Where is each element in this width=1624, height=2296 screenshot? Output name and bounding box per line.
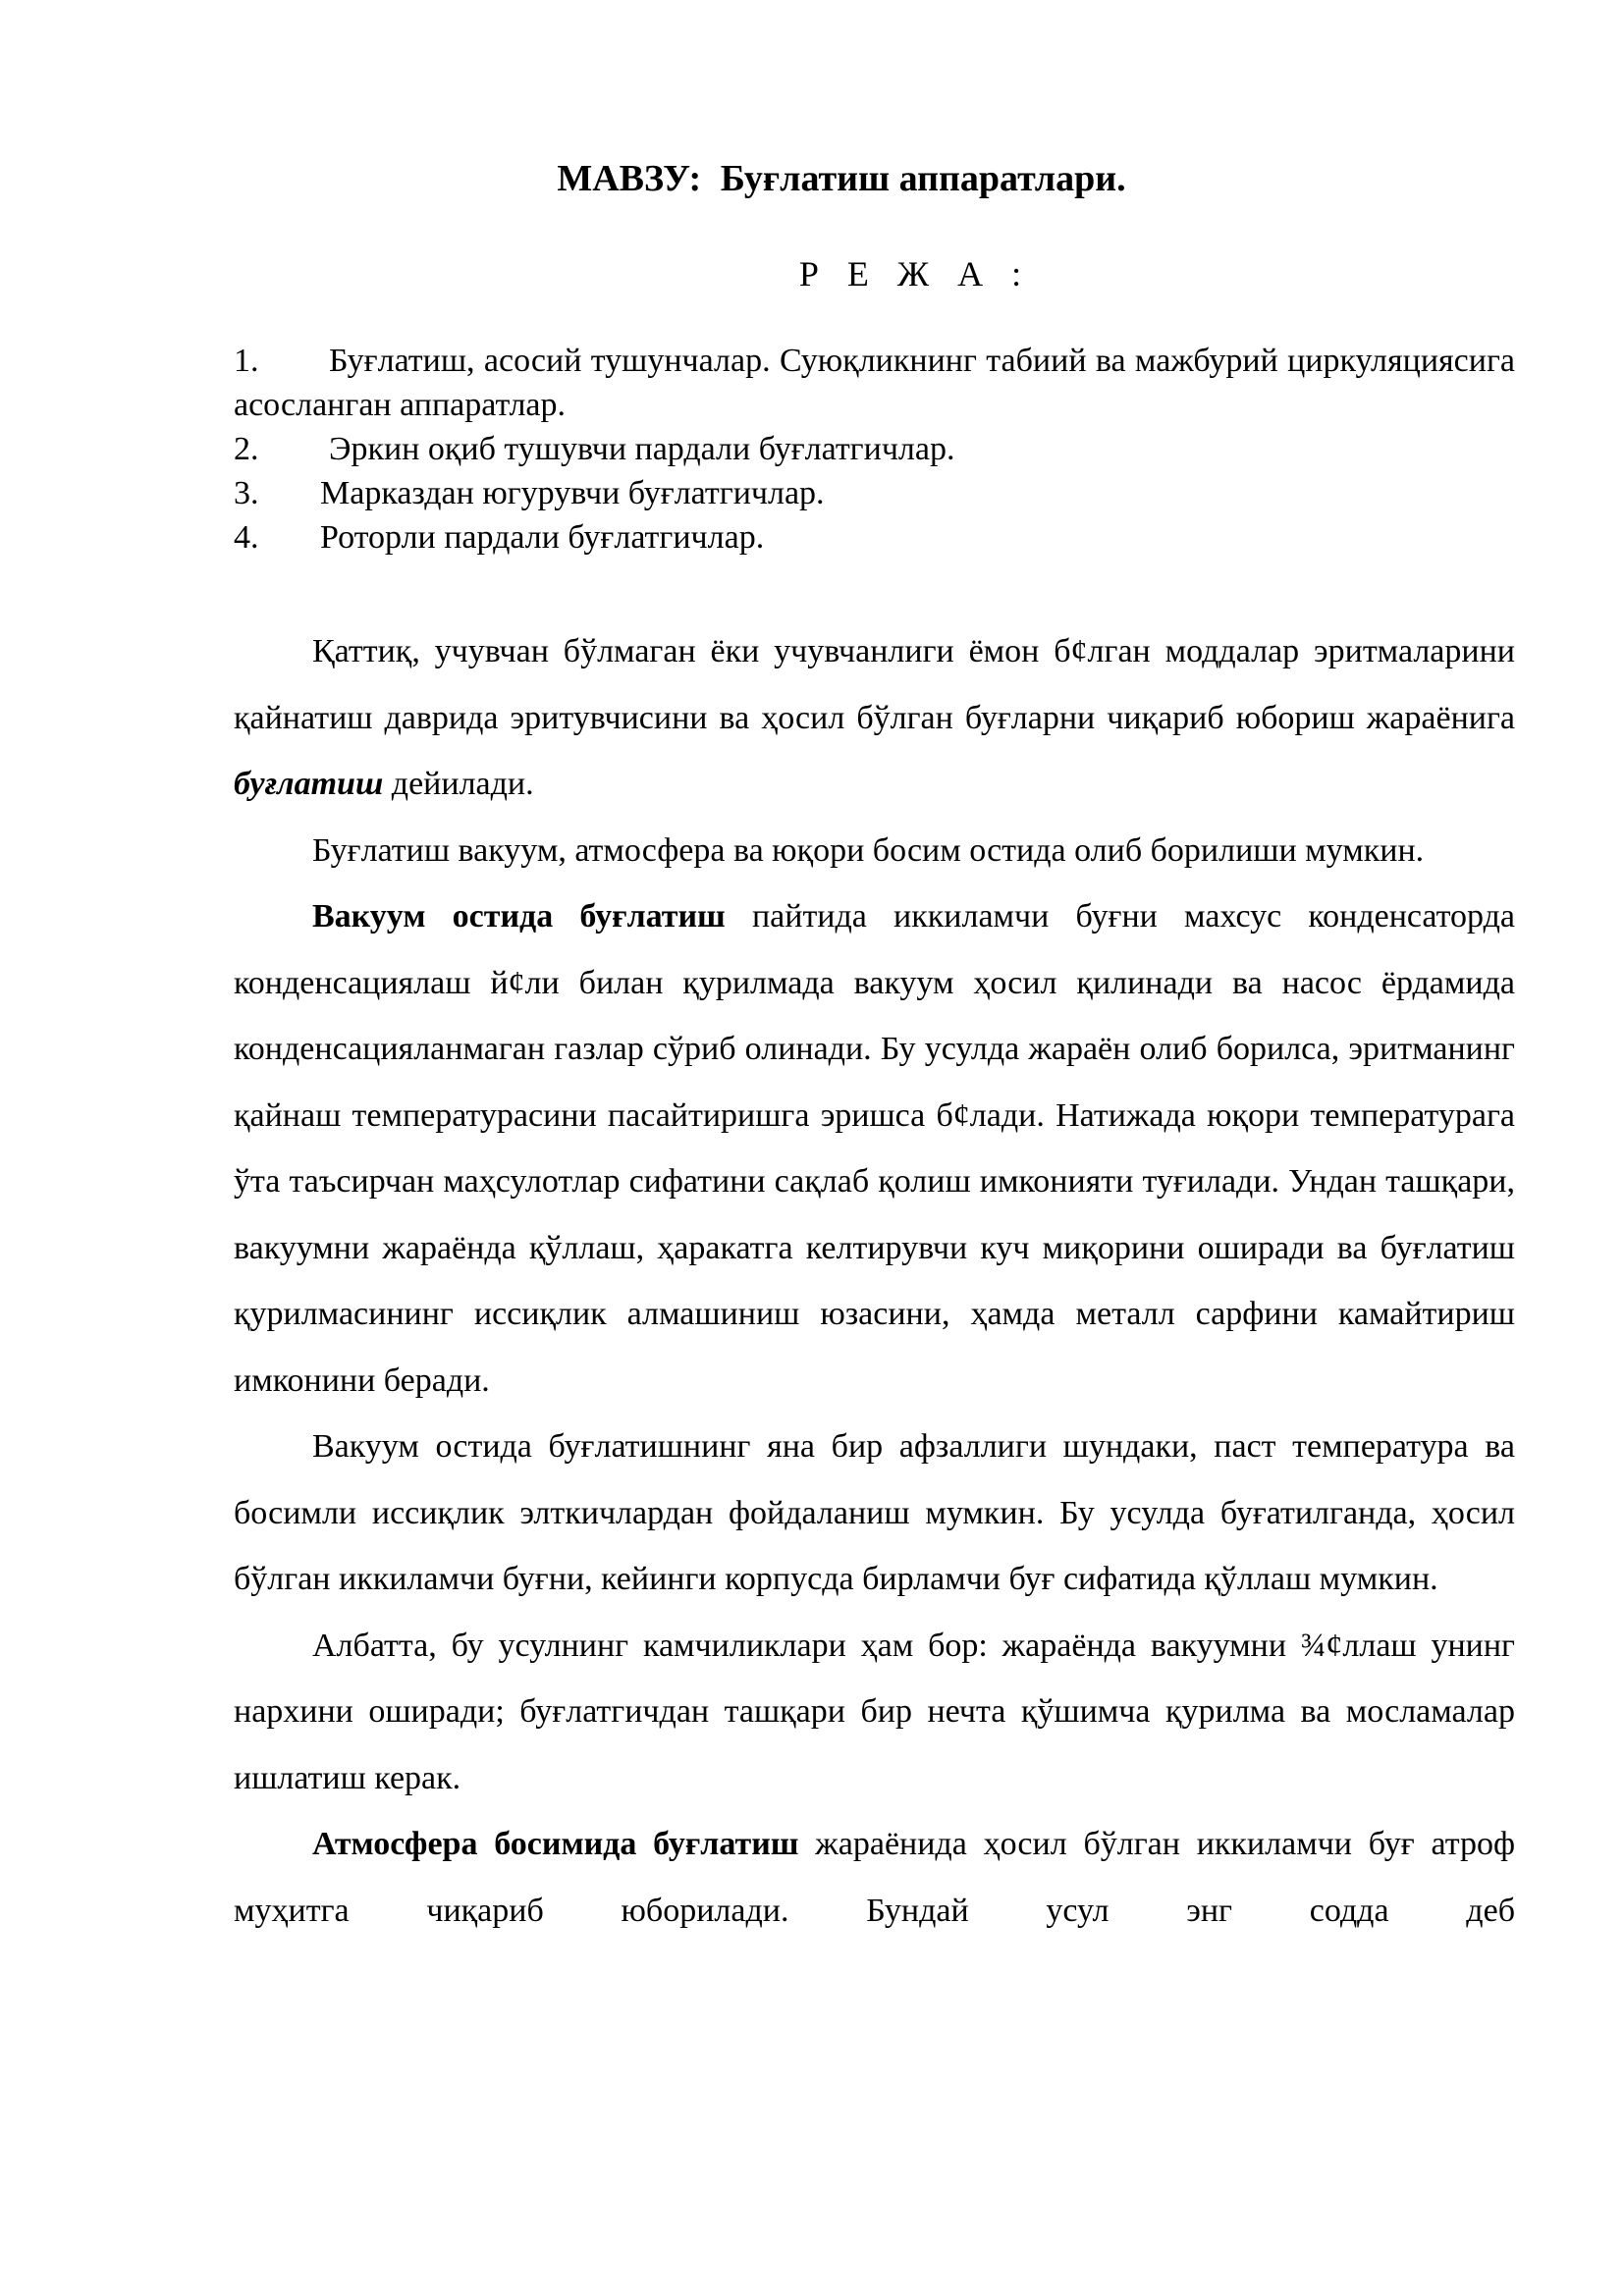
section-term: Вакуум остида буғлатиш	[312, 898, 726, 934]
plan-item-text: Буғлатиш, асосий тушунчалар. Суюқликнинг табиий ва мажбурий циркуляциясига асосланган аппаратлар.	[234, 343, 1515, 423]
plan-item	[234, 339, 1515, 427]
plan-heading: Р Е Ж А :	[798, 254, 1032, 294]
plan-item-text: Эркин оқиб тушувчи пардали буғлатгичлар.	[329, 431, 955, 467]
paragraph-text: жараёнида ҳосил бўлган иккиламчи буғ атроф муҳитга чиқариб юборилади. Бундай усул энг содда деб	[234, 1826, 1515, 1929]
section-term: Атмосфера босимида буғлатиш	[312, 1826, 799, 1862]
plan-item-number: 3.	[234, 475, 259, 511]
plan-item	[234, 427, 1515, 471]
plan-item-text: Марказдан югурувчи буғлатгичлар.	[320, 475, 825, 511]
plan-item-number: 4.	[234, 519, 259, 556]
plan-item-number: 2.	[234, 431, 259, 467]
plan-item	[234, 471, 1515, 515]
paragraph-vacuum-drawbacks: Албатта, бу усулнинг камчиликлари ҳам бор: жараёнда вакуумни ¾¢ллаш унинг нархини оширади; буғлатгичдан ташқари бир нечта қўшимча қурилма ва мосламалар ишлатиш керак.	[234, 1627, 1515, 1796]
paragraph-vacuum	[234, 883, 1515, 1414]
paragraph-atmospheric	[234, 1811, 1515, 1944]
page-title	[0, 157, 1624, 200]
defined-term: буғлатиш	[234, 766, 384, 802]
plan-item-number: 1.	[234, 343, 259, 379]
plan-list	[234, 339, 1515, 560]
title-text: Буғлатиш аппаратлари.	[720, 158, 1126, 199]
paragraph-text: дейилади.	[383, 766, 534, 802]
title-label: МАВЗУ:	[557, 158, 702, 199]
plan-item-text: Роторли пардали буғлатгичлар.	[320, 519, 765, 556]
paragraph-definition	[234, 618, 1515, 818]
body-text	[234, 618, 1515, 1944]
paragraph-text: пайтида иккиламчи буғни махсус конденсаторда конденсациялаш й¢ли билан қурилмада вакуум ҳосил қилинади ва насос ёрдамида конденсацияланмаган газлар сўриб олинади. Бу усулда жараён олиб борилса, эритманинг қайнаш температурасини пасайтиришга эришса б¢лади. Натижада юқори температурага ўта таъсирчан маҳсулотлар сифатини сақлаб қолиш имконияти туғилади. Ундан ташқари, вакуумни жараёнда қўллаш, ҳаракатга келтирувчи куч миқорини оширади ва буғлатиш қурилмасининг иссиқлик алмашиниш юзасини, ҳамда металл сарфини камайтириш имконини беради.	[234, 898, 1515, 1399]
plan-item	[234, 515, 1515, 560]
paragraph-vacuum-advantage: Вакуум остида буғлатишнинг яна бир афзаллиги шундаки, паст температура ва босимли иссиқлик элткичлардан фойдаланиш мумкин. Бу усулда буғатилганда, ҳосил бўлган иккиламчи буғни, кейинги корпусда бирламчи буғ сифатида қўллаш мумкин.	[234, 1428, 1515, 1597]
paragraph-text: Қаттиқ, учувчан бўлмаган ёки учувчанлиги ёмон б¢лган моддалар эритмаларини қайнатиш даврида эритувчисини ва ҳосил бўлган буғларни чиқариб юбориш жараёнига	[234, 633, 1515, 736]
paragraph-pressure-modes: Буғлатиш вакуум, атмосфера ва юқори босим остида олиб борилиши мумкин.	[312, 831, 1425, 869]
